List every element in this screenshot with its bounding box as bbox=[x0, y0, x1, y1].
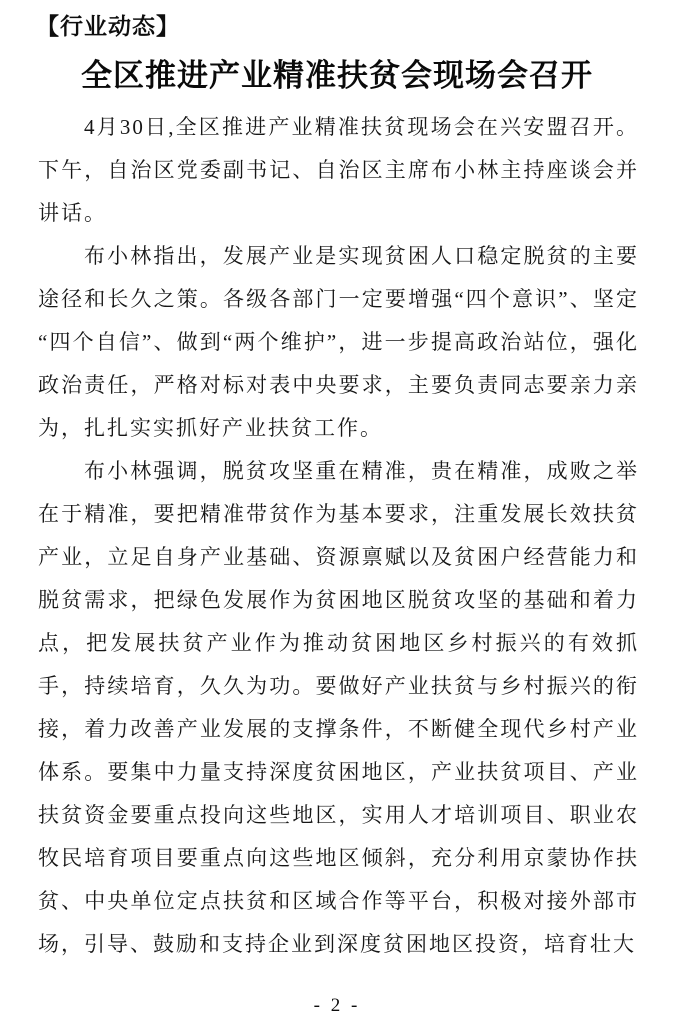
body-paragraph-1: 4月30日,全区推进产业精准扶贫现场会在兴安盟召开。下午，自治区党委副书记、自治区主席布小林主持座谈会并讲话。 bbox=[38, 115, 639, 225]
document-body bbox=[38, 106, 639, 966]
page-title: 全区推进产业精准扶贫会现场会召开 bbox=[81, 58, 593, 93]
section-tag: 【行业动态】 bbox=[36, 13, 180, 39]
page-number: - 2 - bbox=[313, 995, 361, 1016]
body-paragraph-2: 布小林指出，发展产业是实现贫困人口稳定脱贫的主要途径和长久之策。各级各部门一定要增强“四个意识”、坚定“四个自信”、做到“两个维护”，进一步提高政治站位，强化政治责任，严格对标对表中央要求，主要负责同志要亲力亲为，扎扎实实抓好产业扶贫工作。 bbox=[38, 244, 639, 440]
body-paragraph-3: 布小林强调，脱贫攻坚重在精准，贵在精准，成败之举在于精准，要把精准带贫作为基本要求，注重发展长效扶贫产业，立足自身产业基础、资源禀赋以及贫困户经营能力和脱贫需求，把绿色发展作为贫困地区脱贫攻坚的基础和着力点，把发展扶贫产业作为推动贫困地区乡村振兴的有效抓手，持续培育，久久为功。要做好产业扶贫与乡村振兴的衔接，着力改善产业发展的支撑条件，不断健全现代乡村产业体系。要集中力量支持深度贫困地区，产业扶贫项目、产业扶贫资金要重点投向这些地区，实用人才培训项目、职业农牧民培育项目要重点向这些地区倾斜，充分利用京蒙协作扶贫、中央单位定点扶贫和区域合作等平台，积极对接外部市场，引导、鼓励和支持企业到深度贫困地区投资，培育壮大 bbox=[38, 459, 639, 956]
